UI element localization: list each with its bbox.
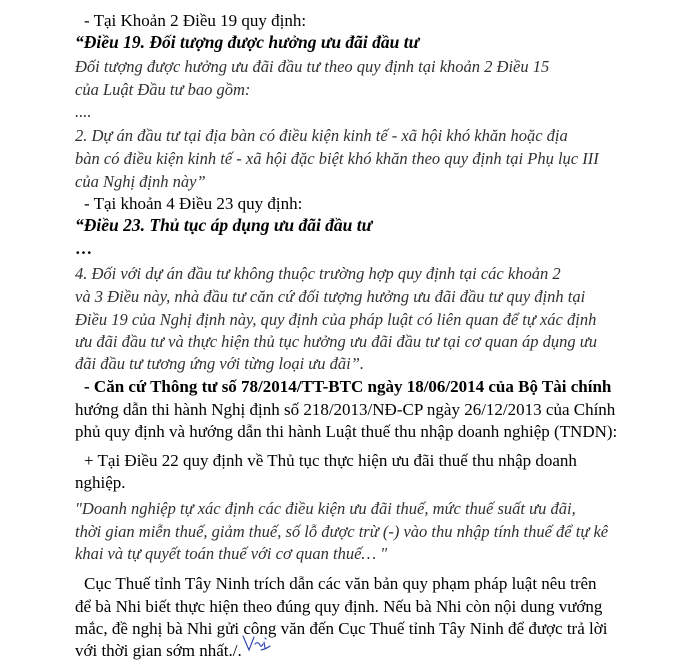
text-line: + Tại Điều 22 quy định về Thủ tục thực hiện ưu đãi thuế thu nhập doanh xyxy=(84,451,577,470)
quote-line: "Doanh nghiệp tự xác định các điều kiện ưu đãi thuế, mức thuế suất ưu đãi, xyxy=(75,499,576,518)
quote-line: .... xyxy=(75,102,92,121)
quote-line: của Luật Đầu tư bao gồm: xyxy=(75,80,251,99)
text-line: - Căn cứ Thông tư số 78/2014/TT-BTC ngày 18/06/2014 của Bộ Tài chính xyxy=(84,377,612,396)
quote-line: 2. Dự án đầu tư tại địa bàn có điều kiện kinh tế - xã hội khó khăn hoặc địa xyxy=(75,126,568,145)
text-line: hướng dẫn thi hành Nghị định số 218/2013/NĐ-CP ngày 26/12/2013 của Chính xyxy=(75,400,616,419)
text-line: nghiệp. xyxy=(75,473,126,492)
quote-line: của Nghị định này” xyxy=(75,172,206,191)
text-line: để bà Nhi biết thực hiện theo đúng quy định. Nếu bà Nhi còn nội dung vướng xyxy=(75,597,603,616)
quote-line: bàn có điều kiện kinh tế - xã hội đặc biệt khó khăn theo quy định tại Phụ lục III xyxy=(75,149,599,168)
quote-line: và 3 Điều này, nhà đầu tư căn cứ đối tượng hưởng ưu đãi đầu tư quy định tại xyxy=(75,287,586,306)
text-line: - Tại khoản 4 Điều 23 quy định: xyxy=(84,194,303,213)
text-line: Cục Thuế tỉnh Tây Ninh trích dẫn các văn bản quy phạm pháp luật nêu trên xyxy=(84,574,597,593)
quote-line: ưu đãi đầu tư và thực hiện thủ tục hưởng ưu đãi đầu tư tại cơ quan áp dụng ưu xyxy=(75,332,597,351)
quote-line: Đối tượng được hưởng ưu đãi đầu tư theo quy định tại khoản 2 Điều 15 xyxy=(75,57,550,76)
ellipsis-line: … xyxy=(75,239,92,258)
quote-line: Điều 19 của Nghị định này, quy định của pháp luật có liên quan để tự xác định xyxy=(75,310,597,329)
article-heading: “Điều 19. Đối tượng được hưởng ưu đãi đầu tư xyxy=(75,32,420,52)
handwritten-initial-icon xyxy=(241,632,271,654)
text-line: - Tại Khoản 2 Điều 19 quy định: xyxy=(84,11,307,30)
article-heading: “Điều 23. Thủ tục áp dụng ưu đãi đầu tư xyxy=(75,215,373,235)
text-line: mắc, đề nghị bà Nhi gửi công văn đến Cục Thuế tỉnh Tây Ninh để được trả lời xyxy=(75,619,608,638)
quote-line: khai và tự quyết toán thuế với cơ quan thuế… " xyxy=(75,544,388,563)
text-line: với thời gian sớm nhất./. xyxy=(75,641,242,660)
quote-line: 4. Đối với dự án đầu tư không thuộc trường hợp quy định tại các khoản 2 xyxy=(75,264,561,283)
text-line: phủ quy định và hướng dẫn thi hành Luật thuế thu nhập doanh nghiệp (TNDN): xyxy=(75,422,618,441)
quote-line: thời gian miễn thuế, giảm thuế, số lỗ được trừ (-) vào thu nhập tính thuế để tự kê xyxy=(75,522,609,541)
quote-line: đãi đầu tư tương ứng với từng loại ưu đãi”. xyxy=(75,354,365,373)
